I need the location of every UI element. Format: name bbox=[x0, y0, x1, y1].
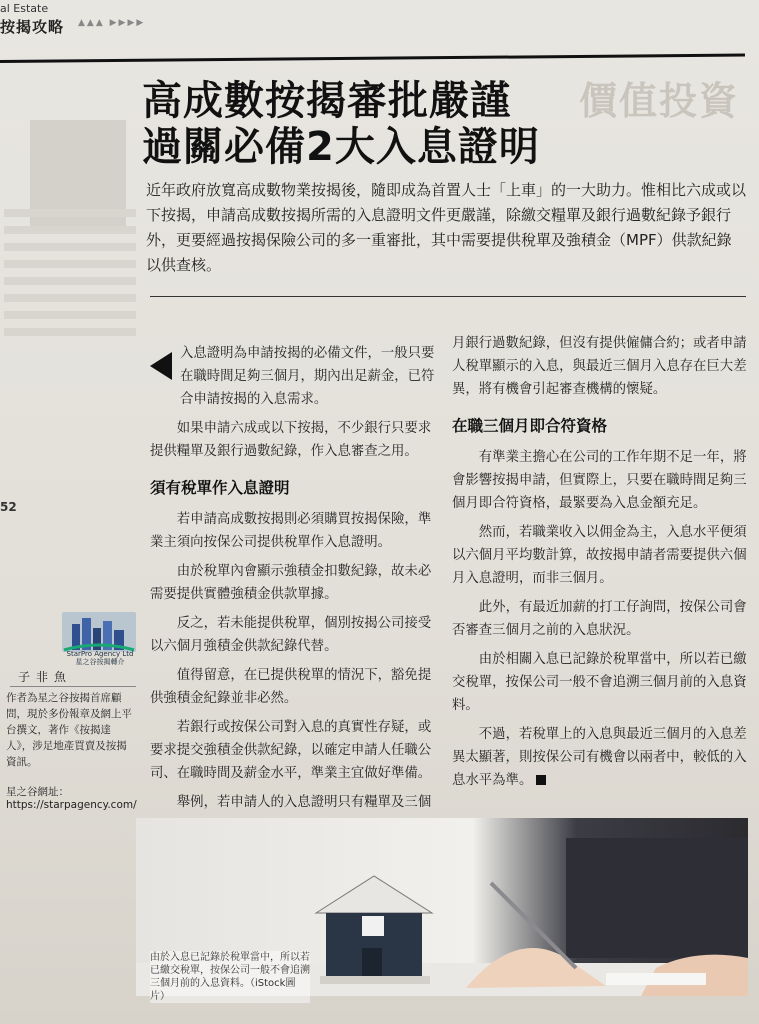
paragraph: 值得留意，在已提供稅單的情況下，豁免提供強積金紀錄並非必然。 bbox=[150, 668, 432, 706]
paragraph: 月銀行過數紀錄，但沒有提供僱傭合約；或者申請人稅單顯示的入息，與最近三個月入息存在巨大差異，將有機會引起審查機構的懷疑。 bbox=[452, 336, 747, 397]
paragraph: 若申請高成數按揭則必須購買按揭保險，準業主須向按保公司提供稅單作入息證明。 bbox=[150, 512, 432, 550]
logo-text-cn: 星之谷按揭轉介 bbox=[75, 658, 125, 666]
paragraph: 如果申請六成或以下按揭，不少銀行只要求提供糧單及銀行過數紀錄，作入息審查之用。 bbox=[150, 421, 432, 459]
section-label-en: al Estate bbox=[0, 2, 49, 15]
paragraph: 由於稅單內會顯示強積金扣數紀錄，故未必需要提供實體強積金供款單據。 bbox=[150, 564, 432, 602]
section-label-cn: 按揭攻略 bbox=[0, 18, 65, 36]
page-number: 52 bbox=[0, 500, 17, 514]
bleed-through-title: 價值投資 bbox=[578, 79, 739, 123]
photo-caption: 由於入息已記錄於稅單當中，所以若已繳交稅單，按保公司一般不會追溯三個月前的入息資料。（iStock圖片） bbox=[150, 952, 310, 1002]
paragraph: 若銀行或按保公司對入息的真實性存疑，或要求提交強積金供款紀錄，以確定申請人任職公司、在職時間及薪金水平，準業主宜做好準備。 bbox=[150, 720, 432, 781]
article-column-1 bbox=[150, 342, 440, 820]
website-url: https://starpagency.com/ bbox=[6, 799, 137, 811]
logo-text-en: StarPro Agency Ltd bbox=[66, 650, 134, 658]
author-name: 子非魚 bbox=[18, 670, 73, 684]
website-label: 星之谷網址： bbox=[6, 786, 69, 798]
subheading: 在職三個月即合符資格 bbox=[452, 417, 608, 435]
article-lead: 近年政府放寬高成數物業按揭後，隨即成為首置人士「上車」的一大助力。惟相比六成或以下按揭，申請高成數按揭所需的入息證明文件更嚴謹，除繳交糧單及銀行過數紀錄予銀行外，更要經過按揭保險公司的多一重審批，其中需要提供稅單及強積金（MPF）供款紀錄以供查核。 bbox=[146, 181, 747, 274]
lead-rule bbox=[150, 296, 746, 297]
paragraph: 由於相關入息已記錄於稅單當中，所以若已繳交稅單，按保公司一般不會追溯三個月前的入息資料。 bbox=[452, 652, 747, 713]
bleed-through-text bbox=[0, 200, 140, 345]
author-website bbox=[6, 784, 137, 811]
paragraph: 反之，若未能提供稅單，個別按揭公司接受以六個月強積金供款紀錄代替。 bbox=[150, 616, 432, 654]
author-divider bbox=[10, 686, 136, 687]
logo-caption bbox=[60, 650, 140, 666]
paragraph-text: 不過，若稅單上的入息與最近三個月的入息差異太顯著，則按保公司有機會以兩者中，較低的入息水平為準。 bbox=[452, 727, 747, 788]
top-rule bbox=[0, 53, 745, 63]
paragraph bbox=[452, 723, 748, 792]
article-title bbox=[142, 78, 540, 170]
paragraph: 此外，有最近加薪的打工仔詢問，按保公司會否審查三個月之前的入息狀況。 bbox=[452, 600, 747, 638]
article-column-2 bbox=[452, 332, 748, 798]
header-decoration: ▲▲▲ ▶▶▶▶ bbox=[78, 18, 146, 28]
paragraph: 然而，若職業收入以佣金為主，入息水平便須以六個月平均數計算，故按揭申請者需要提供六個月入息證明，而非三個月。 bbox=[452, 525, 747, 586]
paragraph: 入息證明為申請按揭的必備文件，一般只要在職時間足夠三個月，期內出足薪金，已符合申請按揭的入息需求。 bbox=[180, 346, 435, 407]
subheading: 須有稅單作入息證明 bbox=[150, 479, 290, 497]
end-mark-icon bbox=[536, 775, 546, 785]
article-title-line1: 高成數按揭審批嚴謹 bbox=[142, 78, 511, 124]
article-title-line2: 過關必備2大入息證明 bbox=[142, 124, 540, 170]
section-header bbox=[0, 0, 240, 44]
author-bio: 作者為星之谷按揭首席顧問，現於多份報章及網上平台撰文，著作《按揭達人》，涉足地產買賣及按揭資訊。 bbox=[6, 692, 132, 768]
paragraph: 舉例，若申請人的入息證明只有糧單及三個 bbox=[176, 795, 432, 810]
paragraph: 有準業主擔心在公司的工作年期不足一年，將會影響按揭申請，但實際上，只要在職時間足夠三個月即合符資格，最緊要為入息金額充足。 bbox=[452, 450, 747, 511]
